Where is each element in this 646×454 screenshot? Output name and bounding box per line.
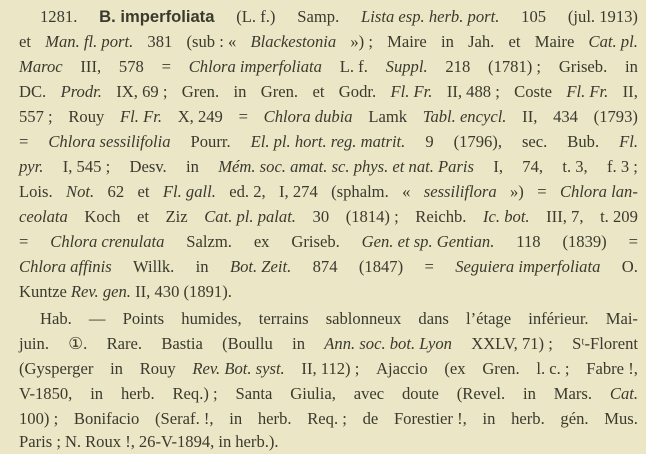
text-line: pyr. I, 545 ; Desv. in Mém. soc. amat. sc. phys. et nat. Paris I, 74, t. 3, f. 3 ; [19,157,638,176]
text-line: 1281. B. imperfoliata (L. f.) Samp. Lista esp. herb. port. 105 (jul. 1913) [40,7,638,26]
text-line: 557 ; Rouy Fl. Fr. X, 249 = Chlora dubia Lamk Tabl. encycl. II, 434 (1793) [19,107,638,126]
text-line: ceolata Koch et Ziz Cat. pl. palat. 30 (1814) ; Reichb. Ic. bot. III, 7, t. 209 [19,207,638,226]
text-line: juin. ①. Rare. Bastia (Boullu in Ann. soc. bot. Lyon XXLV, 71) ; Sᵗ-Florent [19,334,638,353]
text-line: Hab. — Points humides, terrains sablonneux dans l’étage inférieur. Mai- [40,309,638,328]
text-line: Paris ; N. Roux !, 26-V-1894, in herb.). [19,432,279,451]
text-line: = Chlora crenulata Salzm. ex Griseb. Gen. et sp. Gentian. 118 (1839) = [19,232,638,251]
text-line: Lois. Not. 62 et Fl. gall. ed. 2, I, 274 (sphalm. « sessiliflora ») = Chlora lan- [19,182,638,201]
text-line: DC. Prodr. IX, 69 ; Gren. in Gren. et Godr. Fl. Fr. II, 488 ; Coste Fl. Fr. II, [19,82,638,101]
text-line: = Chlora sessilifolia Pourr. El. pl. hort. reg. matrit. 9 (1796), sec. Bub. Fl. [19,132,638,151]
text-line: et Man. fl. port. 381 (sub : « Blackestonia ») ; Maire in Jah. et Maire Cat. pl. [19,32,638,51]
text-line: 100) ; Bonifacio (Seraf. !, in herb. Req. ; de Forestier !, in herb. gén. Mus. [19,409,638,428]
text-line: V-1850, in herb. Req.) ; Santa Giulia, avec doute (Revel. in Mars. Cat. [19,384,638,403]
text-line: (Gysperger in Rouy Rev. Bot. syst. II, 112) ; Ajaccio (ex Gren. l. c. ; Fabre !, [19,359,638,378]
text-line: Kuntze Rev. gen. II, 430 (1891). [19,282,232,301]
text-line: Chlora affinis Willk. in Bot. Zeit. 874 (1847) = Seguiera imperfoliata O. [19,257,638,276]
text-line: Maroc III, 578 = Chlora imperfoliata L. f. Suppl. 218 (1781) ; Griseb. in [19,57,638,76]
